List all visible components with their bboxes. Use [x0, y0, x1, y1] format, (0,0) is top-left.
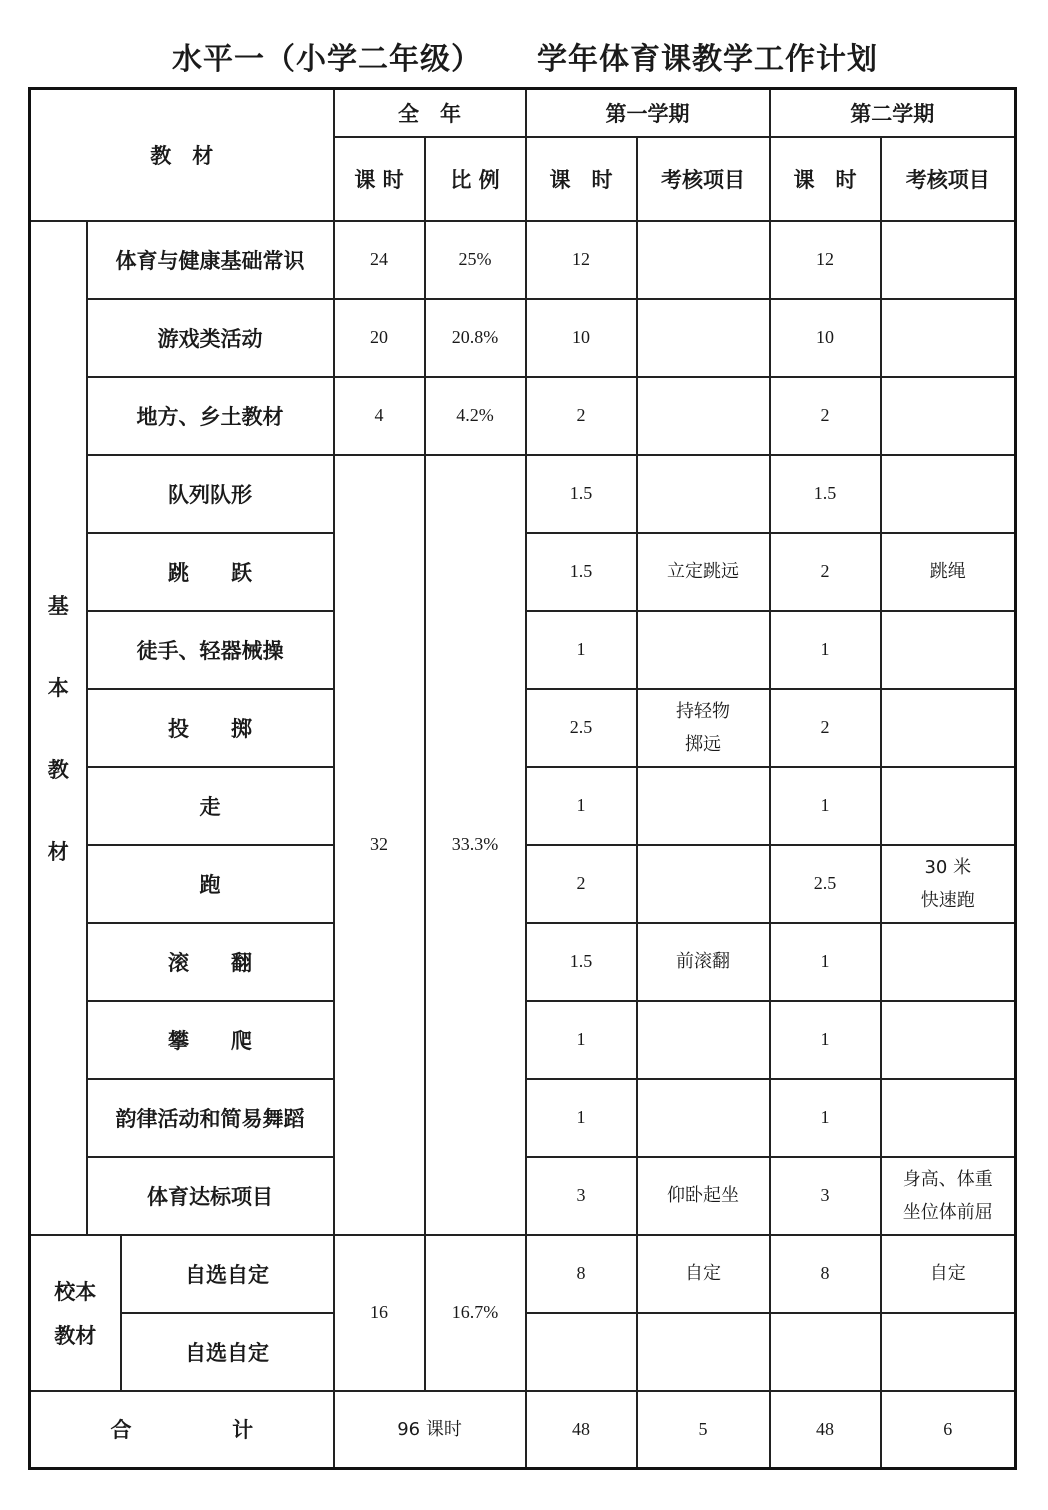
- s1-exam: [637, 377, 770, 455]
- total-row: [30, 1391, 1016, 1469]
- s2-hours: 8: [770, 1235, 881, 1313]
- s2-exam: [881, 845, 1016, 923]
- s2-exam: [881, 377, 1016, 455]
- s1-hours: 1.5: [526, 533, 637, 611]
- header-s1-hours: 课 时: [526, 137, 637, 221]
- s2-exam: [881, 611, 1016, 689]
- s1-exam: [637, 689, 770, 767]
- s1-exam: 仰卧起坐: [637, 1157, 770, 1235]
- total-s1-hours: 48: [526, 1391, 637, 1469]
- item-name: 自选自定: [121, 1235, 334, 1313]
- s1-hours: 12: [526, 221, 637, 299]
- total-s2-hours: 48: [770, 1391, 881, 1469]
- s2-hours: 1.5: [770, 455, 881, 533]
- s2-hours: 2: [770, 533, 881, 611]
- s2-exam: [881, 923, 1016, 1001]
- header-material: 教 材: [30, 89, 334, 221]
- s2-hours: 1: [770, 611, 881, 689]
- table-row: [30, 299, 1016, 377]
- header-year-hours: 课 时: [334, 137, 425, 221]
- year-ratio: 4.2%: [425, 377, 526, 455]
- basic-year-hours: 32: [334, 455, 425, 1235]
- header-year-ratio: 比 例: [425, 137, 526, 221]
- item-name: 游戏类活动: [87, 299, 334, 377]
- s2-exam: [881, 455, 1016, 533]
- s1-hours: [526, 1313, 637, 1391]
- s2-exam: [881, 1313, 1016, 1391]
- teaching-plan-table: [28, 87, 1017, 1470]
- s2-exam-line: 快速跑: [920, 889, 975, 911]
- document-title: [0, 28, 1048, 78]
- item-name: 队列队形: [87, 455, 334, 533]
- s1-hours: 2: [526, 377, 637, 455]
- table-row: [30, 455, 1016, 533]
- table-row: [30, 1235, 1016, 1313]
- total-s1-exam: 5: [637, 1391, 770, 1469]
- group-basic-material: 基 本 教 材: [30, 221, 87, 1235]
- item-name: 徒手、轻器械操: [87, 611, 334, 689]
- s1-hours: 10: [526, 299, 637, 377]
- total-year-hours: 96 课时: [334, 1391, 526, 1469]
- s2-exam: [881, 1157, 1016, 1235]
- s2-exam-line: 30 米: [924, 856, 972, 878]
- s2-exam: [881, 1001, 1016, 1079]
- s1-exam: [637, 1313, 770, 1391]
- s1-exam: [637, 845, 770, 923]
- s2-hours: 1: [770, 1001, 881, 1079]
- s1-exam: [637, 767, 770, 845]
- item-name: 投 掷: [87, 689, 334, 767]
- school-year-hours: 16: [334, 1235, 425, 1391]
- item-name: 自选自定: [121, 1313, 334, 1391]
- item-name: 地方、乡土教材: [87, 377, 334, 455]
- header-semester-1: 第一学期: [526, 89, 770, 137]
- s2-hours: 1: [770, 1079, 881, 1157]
- s1-exam: [637, 455, 770, 533]
- header-row-1: [30, 89, 1016, 137]
- table-row: [30, 377, 1016, 455]
- s2-exam-line: 身高、体重: [902, 1168, 993, 1190]
- item-name: 体育达标项目: [87, 1157, 334, 1235]
- s1-hours: 2: [526, 845, 637, 923]
- total-s2-exam: 6: [881, 1391, 1016, 1469]
- header-s2-hours: 课 时: [770, 137, 881, 221]
- s2-hours: 10: [770, 299, 881, 377]
- s1-exam: [637, 1079, 770, 1157]
- school-year-ratio: 16.7%: [425, 1235, 526, 1391]
- s1-exam: 立定跳远: [637, 533, 770, 611]
- s2-exam: 跳绳: [881, 533, 1016, 611]
- s1-exam: [637, 221, 770, 299]
- s1-hours: 1: [526, 1001, 637, 1079]
- year-ratio: 20.8%: [425, 299, 526, 377]
- header-s1-exam: 考核项目: [637, 137, 770, 221]
- s1-hours: 1.5: [526, 923, 637, 1001]
- s2-hours: 1: [770, 767, 881, 845]
- item-name: 跑: [87, 845, 334, 923]
- item-name: 走: [87, 767, 334, 845]
- year-hours: 20: [334, 299, 425, 377]
- s2-exam: [881, 221, 1016, 299]
- header-semester-2: 第二学期: [770, 89, 1016, 137]
- header-s2-exam: 考核项目: [881, 137, 1016, 221]
- s2-hours: 1: [770, 923, 881, 1001]
- s2-hours: 12: [770, 221, 881, 299]
- year-hours: 24: [334, 221, 425, 299]
- total-label-left: 合: [110, 1418, 132, 1443]
- title-level: 水平一（小学二年级）: [172, 42, 482, 77]
- s1-hours: 1: [526, 611, 637, 689]
- s1-exam-line: 持轻物: [676, 700, 731, 722]
- s2-exam: [881, 689, 1016, 767]
- title-plan: 学年体育课教学工作计划: [537, 42, 878, 77]
- s1-exam: [637, 611, 770, 689]
- s2-hours: 2: [770, 689, 881, 767]
- s1-hours: 1.5: [526, 455, 637, 533]
- s1-exam: [637, 299, 770, 377]
- s1-hours: 1: [526, 767, 637, 845]
- s1-hours: 3: [526, 1157, 637, 1235]
- total-label-right: 计: [232, 1418, 254, 1443]
- s1-hours: 1: [526, 1079, 637, 1157]
- s2-hours: 2.5: [770, 845, 881, 923]
- item-name: 跳 跃: [87, 533, 334, 611]
- item-name: 滚 翻: [87, 923, 334, 1001]
- s2-exam: [881, 1079, 1016, 1157]
- s1-exam: 前滚翻: [637, 923, 770, 1001]
- s1-exam-line: 掷远: [685, 733, 722, 755]
- s2-exam: [881, 299, 1016, 377]
- table-row: [30, 221, 1016, 299]
- item-name: 攀 爬: [87, 1001, 334, 1079]
- s2-hours: 2: [770, 377, 881, 455]
- group-school-material: 校本 教材: [30, 1235, 121, 1391]
- header-full-year: 全 年: [334, 89, 526, 137]
- s1-hours: 8: [526, 1235, 637, 1313]
- total-label: [30, 1391, 334, 1469]
- year-hours: 4: [334, 377, 425, 455]
- s2-exam-line: 坐位体前屈: [902, 1201, 993, 1223]
- item-name: 体育与健康基础常识: [87, 221, 334, 299]
- s2-hours: 3: [770, 1157, 881, 1235]
- s1-exam: 自定: [637, 1235, 770, 1313]
- s1-exam: [637, 1001, 770, 1079]
- item-name: 韵律活动和简易舞蹈: [87, 1079, 334, 1157]
- s2-exam: 自定: [881, 1235, 1016, 1313]
- year-ratio: 25%: [425, 221, 526, 299]
- s2-hours: [770, 1313, 881, 1391]
- s1-hours: 2.5: [526, 689, 637, 767]
- basic-year-ratio: 33.3%: [425, 455, 526, 1235]
- s2-exam: [881, 767, 1016, 845]
